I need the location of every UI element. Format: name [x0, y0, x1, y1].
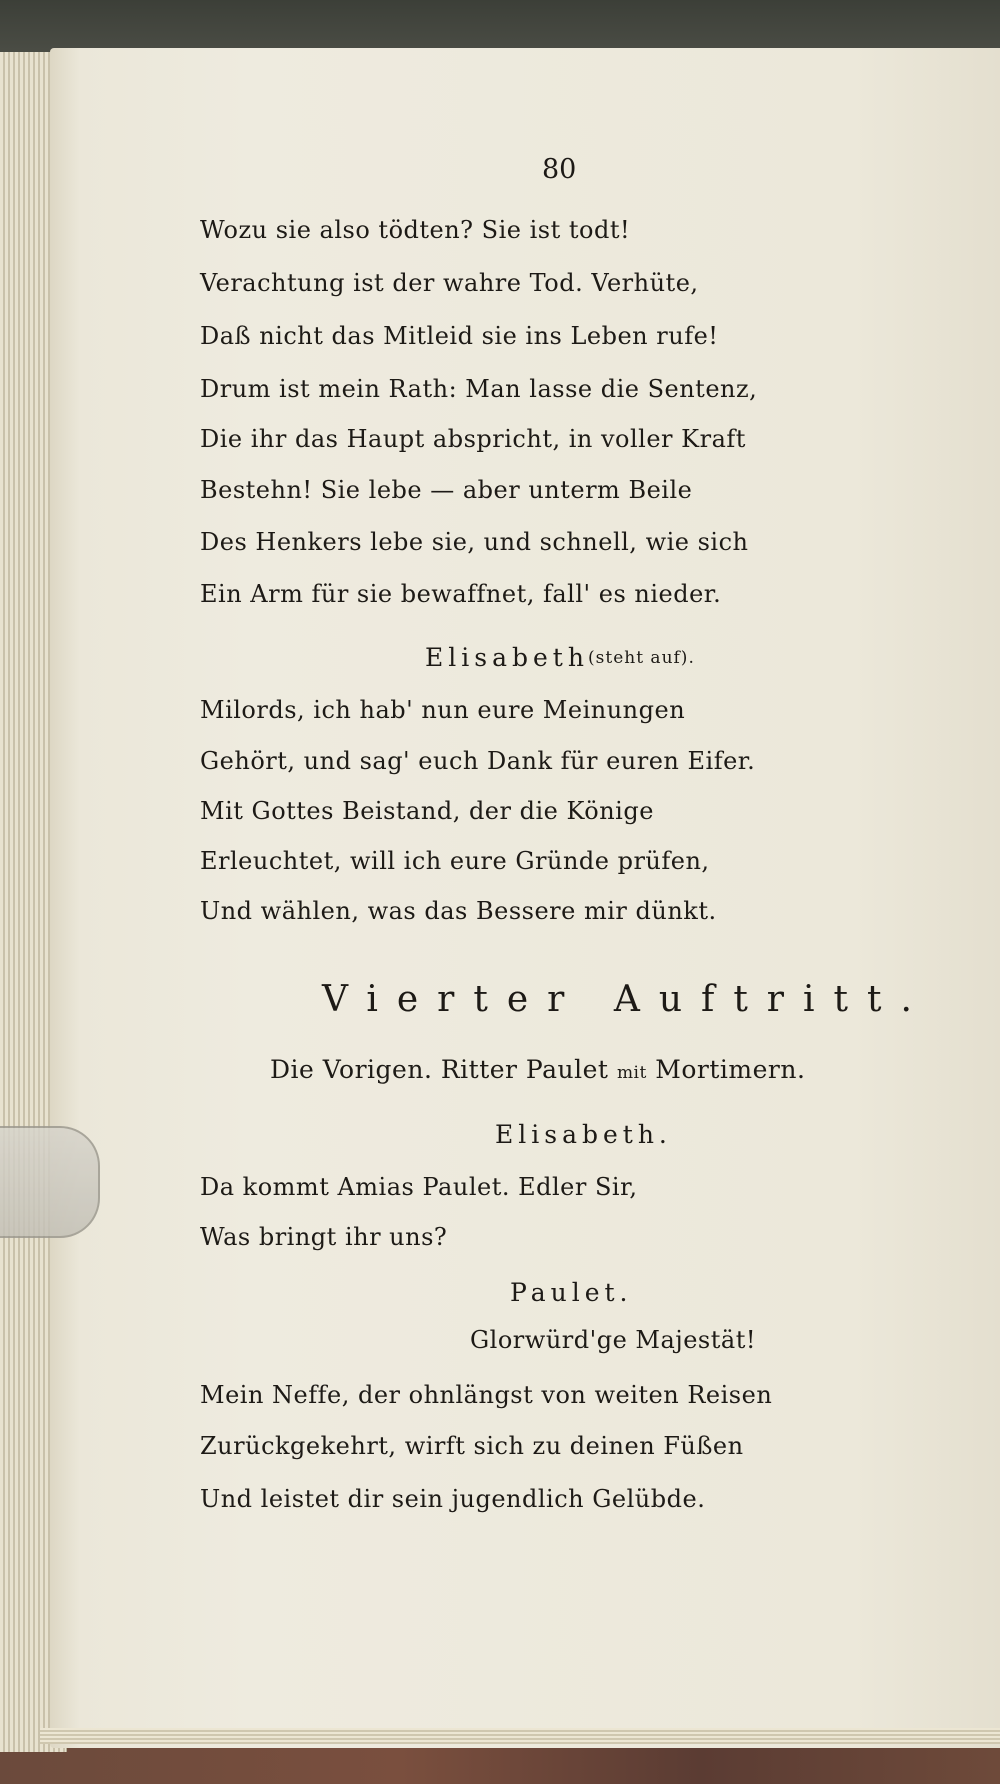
scene-title: Vierter Auftritt.: [322, 979, 931, 1020]
verse-line: Verachtung ist der wahre Tod. Verhüte,: [200, 269, 699, 297]
scene-cast: [270, 1057, 805, 1082]
verse-line: Erleuchtet, will ich eure Gründe prüfen,: [200, 847, 710, 875]
stage-direction: (steht auf).: [588, 648, 695, 668]
verse-line: Bestehn! Sie lebe — aber unterm Beile: [200, 476, 693, 504]
verse-line: Drum ist mein Rath: Man lasse die Sentenz,: [200, 375, 758, 403]
page-bottom-edges: [40, 1728, 1000, 1744]
verse-line: Da kommt Amias Paulet. Edler Sir,: [200, 1173, 638, 1201]
speaker-name: Elisabeth.: [495, 1120, 672, 1149]
verse-line: Und leistet dir sein jugendlich Gelübde.: [200, 1485, 706, 1513]
verse-line: Wozu sie also tödten? Sie ist todt!: [200, 216, 631, 244]
verse-line: Die ihr das Haupt abspricht, in voller Kraft: [200, 425, 746, 453]
cast-text: Mortimern.: [655, 1055, 806, 1084]
page-number: 80: [542, 154, 577, 185]
bookmark-tab: [0, 1126, 100, 1238]
verse-line: Zurückgekehrt, wirft sich zu deinen Füßen: [200, 1432, 744, 1460]
verse-line: Und wählen, was das Bessere mir dünkt.: [200, 897, 717, 925]
verse-line: Daß nicht das Mitleid sie ins Leben rufe!: [200, 322, 719, 350]
verse-line: Was bringt ihr uns?: [200, 1223, 448, 1251]
speaker-name: Paulet.: [510, 1278, 633, 1307]
verse-line: Mein Neffe, der ohnlängst von weiten Reisen: [200, 1381, 773, 1409]
verse-line: Des Henkers lebe sie, und schnell, wie sich: [200, 528, 749, 556]
cast-connector: mit: [616, 1063, 647, 1083]
verse-line: Milords, ich hab' nun eure Meinungen: [200, 696, 686, 724]
verse-line: Glorwürd'ge Majestät!: [470, 1326, 756, 1354]
verse-line: Mit Gottes Beistand, der die Könige: [200, 797, 654, 825]
speaker-name: Elisabeth: [425, 643, 589, 672]
verse-line: Gehört, und sag' euch Dank für euren Eifer.: [200, 747, 756, 775]
verse-line: Ein Arm für sie bewaffnet, fall' es nieder.: [200, 580, 722, 608]
cast-text: Die Vorigen. Ritter Paulet: [270, 1055, 609, 1084]
